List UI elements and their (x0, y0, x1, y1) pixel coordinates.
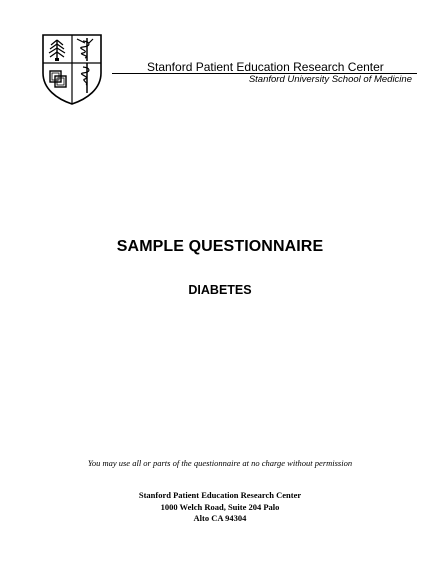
address-line-2: 1000 Welch Road, Suite 204 Palo (160, 501, 280, 512)
stanford-medicine-shield-icon (41, 33, 103, 105)
document-topic: DIABETES (188, 283, 252, 297)
document-title: SAMPLE QUESTIONNAIRE (116, 238, 324, 255)
address-block (0, 490, 440, 525)
organization-subtitle: Stanford University School of Medicine (248, 74, 412, 85)
address-line-3: Alto CA 94304 (193, 513, 247, 523)
permission-note: You may use all or parts of the questionnaire at no charge without permission (87, 458, 353, 468)
address-line-1: Stanford Patient Education Research Center (138, 490, 302, 500)
organization-title: Stanford Patient Education Research Center (147, 60, 384, 74)
